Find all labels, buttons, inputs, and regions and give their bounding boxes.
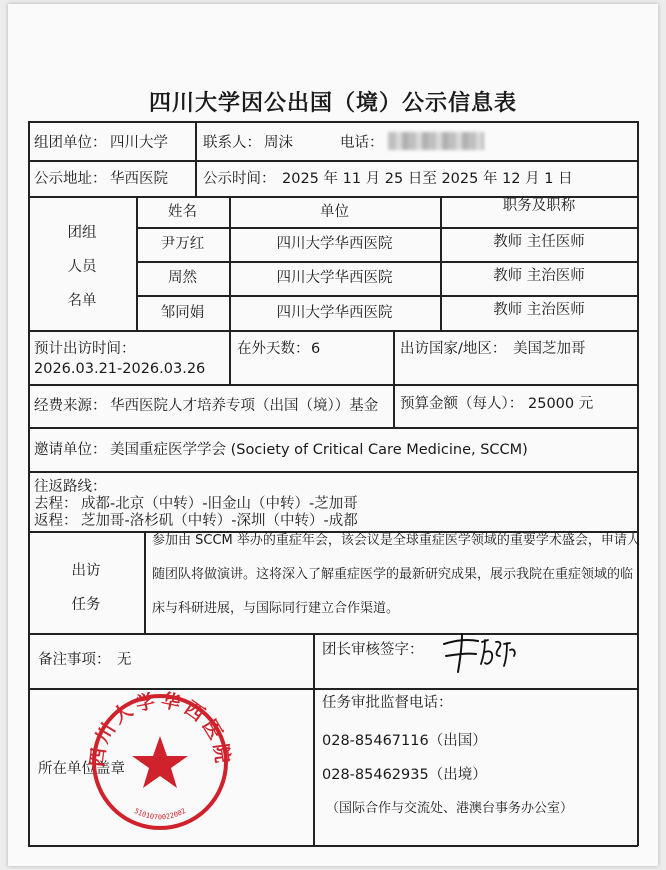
period-label: 公示时间： [203,170,276,187]
budget-label: 预算金额（每人）： [400,395,524,412]
rule-funding-end [28,427,638,429]
members-header-title: 职务及职称 [502,197,576,214]
form-title: 四川大学因公出国（境）公示信息表 [148,91,517,116]
remarks-label: 备注事项： [38,651,111,668]
funding-label: 经费来源： [34,397,107,414]
days-label: 在外天数： [237,341,310,357]
phone-redacted [388,132,484,150]
member-title: 教师 主治医师 [493,301,585,318]
border-top [28,121,638,123]
rule-member-header [136,227,638,229]
supervision-phone-1: 028-85467116（出国） [322,733,487,749]
address-value: 华西医院 [110,170,168,187]
rule-member-1 [136,261,638,263]
rule-v-visit-2 [393,330,395,384]
task-description: 参加由 SCCM 举办的重症年会，该会议是全球重症医学领域的重要学术盛会，申请人随团队将做演讲。这将深入了解重症医学的最新研究成果，展示我院在重症领域的临床与科研进展，与国际同行建立合作渠道。 [152,533,640,616]
seal-text: 四川大学华西医院 [86,689,234,769]
member-name: 邹同娟 [160,304,205,321]
org-label: 组团单位： [34,134,107,151]
country-label: 出访国家/地区： [400,341,507,357]
leader-sign-label: 团长审核签字： [322,641,424,658]
border-bottom [28,845,638,847]
member-unit: 四川大学华西医院 [276,269,393,286]
members-label-3: 名单 [67,293,97,309]
seal-code: 5101070022002 [132,806,188,822]
budget-value: 25000 元 [528,395,594,412]
task-label-1: 出访 [71,563,101,579]
rule-visit-end [28,384,638,386]
member-name: 尹万红 [160,235,205,252]
rule-v-bottom [313,633,315,845]
members-label-2: 人员 [67,259,97,275]
visit-time-value: 2026.03.21-2026.03.26 [34,361,206,377]
member-name: 周然 [168,269,197,286]
inviter-label: 邀请单位： [34,441,107,458]
svg-text:5101070022002 [133,807,187,821]
period-value: 2025 年 11 月 25 日至 2025 年 12 月 1 日 [282,170,573,187]
rule-v-visit-1 [229,330,231,384]
rule-member-2 [136,295,638,297]
visit-time-label: 预计出访时间： [34,341,136,357]
days-value: 6 [311,341,321,357]
address-label: 公示地址： [34,170,107,187]
unit-seal-label: 所在单位盖章 [38,760,125,777]
member-unit: 四川大学华西医院 [276,304,393,321]
leader-signature [438,630,528,676]
member-unit: 四川大学华西医院 [276,235,393,252]
supervision-office: （国际合作与交流处、港澳台事务办公室） [326,801,574,816]
country-value: 美国芝加哥 [513,341,586,357]
route-return-label: 返程： [34,513,78,529]
members-header-name: 姓名 [168,203,197,220]
task-label-2: 任务 [71,597,101,613]
members-label-1: 团组 [67,225,97,241]
supervision-label: 任务审批监督电话： [322,695,453,711]
members-header-unit: 单位 [320,203,349,220]
contact-label: 联系人： [203,134,261,151]
contact-value: 周沫 [264,134,293,151]
supervision-phone-2: 028-85462935（出境） [322,767,487,783]
funding-value: 华西医院人才培养专项（出国（境））基金 [110,397,379,414]
route-outbound-label: 去程： [34,496,78,512]
route-return: 芝加哥-洛杉矶（中转）-深圳（中转）-成都 [81,513,358,529]
hospital-seal [84,686,236,832]
rule-v-row1 [195,121,197,196]
rule-row1 [28,160,638,162]
member-title: 教师 主任医师 [493,233,585,250]
route-outbound: 成都-北京（中转）-旧金山（中转）-芝加哥 [81,496,358,512]
rule-inviter-end [28,471,638,473]
rule-members-end [28,330,638,332]
rule-v-funding [393,384,395,427]
inviter-value: 美国重症医学学会 (Society of Critical Care Medicine, SCCM) [110,441,528,458]
member-title: 教师 主治医师 [493,267,585,284]
rule-v-task [144,531,146,633]
route-label: 往返路线： [34,479,107,495]
org-value: 四川大学 [110,134,168,151]
phone-label: 电话： [340,134,384,151]
rule-task-end [28,633,638,635]
remarks-value: 无 [117,651,132,668]
border-right [637,121,639,846]
